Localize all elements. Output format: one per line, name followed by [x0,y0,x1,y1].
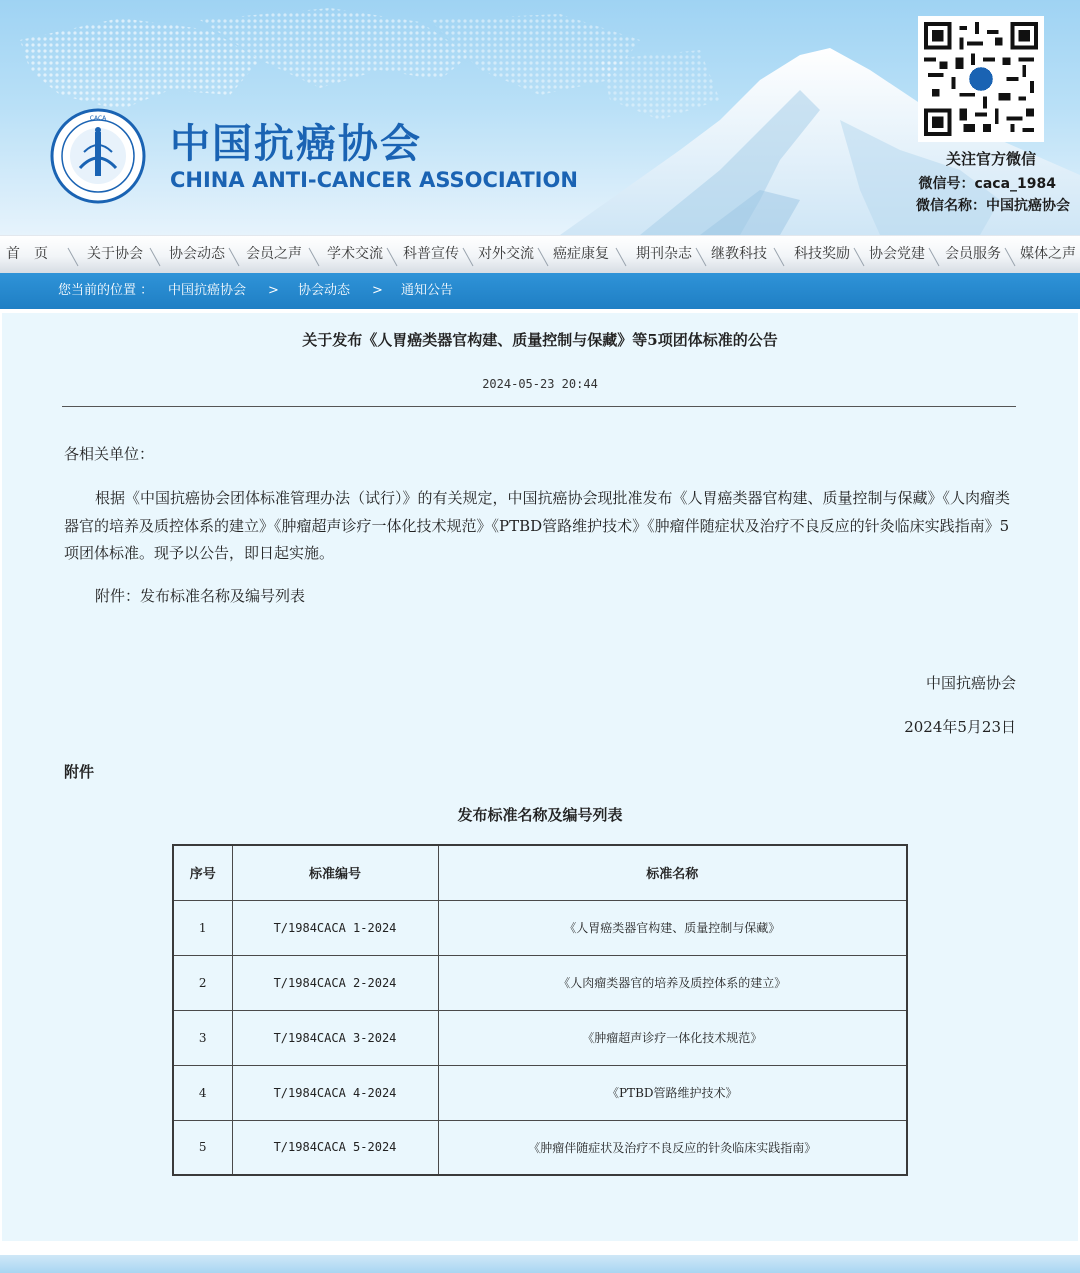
svg-text:CACA: CACA [89,115,107,122]
cell-index: 5 [173,1120,232,1175]
article-date: 2024-05-23 20:44 [482,377,598,391]
cell-index: 2 [173,955,232,1010]
cell-index: 4 [173,1065,232,1120]
nav-item-science[interactable]: 科普宣传 [403,246,459,262]
nav-item-media[interactable]: 媒体之声 [1020,246,1076,262]
title-divider [62,406,1016,407]
nav-separator-icon [66,246,80,268]
cell-index: 3 [173,1010,232,1065]
table-row [173,1010,907,1065]
nav-separator-icon [927,246,941,268]
table-row [173,900,907,955]
nav-item-foreign[interactable]: 对外交流 [478,246,534,262]
nav-item-journals[interactable]: 期刊杂志 [636,246,692,262]
breadcrumb [0,273,1080,309]
cell-code: T/1984CACA 2-2024 [232,955,438,1010]
cell-name: 《人肉瘤类器官的培养及质控体系的建立》 [438,955,907,1010]
sign-date: 2024年5月23日 [904,718,1016,736]
article-panel [2,313,1078,1241]
breadcrumb-item-home[interactable]: 中国抗癌协会 [168,283,247,298]
header-code: 标准编号 [232,845,438,900]
table-header-row [173,845,907,900]
nav-item-member-service[interactable]: 会员服务 [945,246,1001,262]
table-row [173,1120,907,1175]
article-salutation: 各相关单位： [64,445,155,463]
nav-item-member-voice[interactable]: 会员之声 [246,246,302,262]
nav-separator-icon [694,246,708,268]
table-title: 发布标准名称及编号列表 [457,806,623,824]
table-row [173,955,907,1010]
page-footer [0,1255,1080,1273]
cell-code: T/1984CACA 3-2024 [232,1010,438,1065]
nav-separator-icon [614,246,628,268]
qr-wechat-name: 微信名称：中国抗癌协会 [916,198,1070,214]
qr-code [918,16,1044,142]
attachment-label: 附件 [64,763,95,781]
cell-name: 《肿瘤超声诊疗一体化技术规范》 [438,1010,907,1065]
emblem-icon [50,108,146,204]
header-name: 标准名称 [438,845,907,900]
nav-separator-icon [772,246,786,268]
nav-separator-icon [1003,246,1017,268]
breadcrumb-item-notices[interactable]: 通知公告 [401,283,454,298]
signer: 中国抗癌协会 [925,674,1016,692]
breadcrumb-prefix: 您当前的位置 ： [58,283,154,298]
header-index: 序号 [173,845,232,900]
cell-code: T/1984CACA 1-2024 [232,900,438,955]
cell-index: 1 [173,900,232,955]
qr-wechat-id: 微信号：caca_1984 [918,176,1056,192]
nav-item-news[interactable]: 协会动态 [169,246,225,262]
breadcrumb-item-news[interactable]: 协会动态 [298,283,351,298]
nav-separator-icon [536,246,550,268]
attachment-note: 附件：发布标准名称及编号列表 [95,587,306,605]
breadcrumb-separator: > [372,283,383,298]
breadcrumb-separator: > [268,283,279,298]
nav-separator-icon [852,246,866,268]
cell-code: T/1984CACA 5-2024 [232,1120,438,1175]
nav-separator-icon [385,246,399,268]
nav-separator-icon [148,246,162,268]
nav-separator-icon [307,246,321,268]
main-nav [0,235,1080,273]
nav-item-about[interactable]: 关于协会 [87,246,143,262]
table-row [173,1065,907,1120]
org-name-cn: 中国抗癌协会 [170,121,422,167]
cell-code: T/1984CACA 4-2024 [232,1065,438,1120]
nav-item-awards[interactable]: 科技奖励 [794,246,850,262]
nav-item-home[interactable]: 首 页 [6,246,48,262]
cell-name: 《PTBD管路维护技术》 [438,1065,907,1120]
qr-code-icon [924,22,1038,136]
qr-follow-label: 关注官方微信 [945,150,1036,168]
nav-item-education[interactable]: 继教科技 [711,246,767,262]
standards-table [172,844,908,1176]
nav-item-rehab[interactable]: 癌症康复 [553,246,609,262]
cell-name: 《肿瘤伴随症状及治疗不良反应的针灸临床实践指南》 [438,1120,907,1175]
org-name-en: CHINA ANTI-CANCER ASSOCIATION [170,168,578,192]
article-body: 根据《中国抗癌协会团体标准管理办法（试行）》的有关规定，中国抗癌协会现批准发布《人胃癌类器官构建、质量控制与保藏》《人肉瘤类器官的培养及质控体系的建立》《肿瘤超声诊疗一体化技术规范》《PTBD管路维护技术》《肿瘤伴随症状及治疗不良反应的针灸临床实践指南》5项团体标准。现予以公告，即日起实施。 [64,489,1011,562]
nav-separator-icon [227,246,241,268]
site-header [0,0,1080,235]
nav-item-academic[interactable]: 学术交流 [327,246,383,262]
cell-name: 《人胃癌类器官构建、质量控制与保藏》 [438,900,907,955]
article-title: 关于发布《人胃癌类器官构建、质量控制与保藏》等5项团体标准的公告 [302,331,778,349]
nav-item-party[interactable]: 协会党建 [869,246,925,262]
nav-separator-icon [461,246,475,268]
